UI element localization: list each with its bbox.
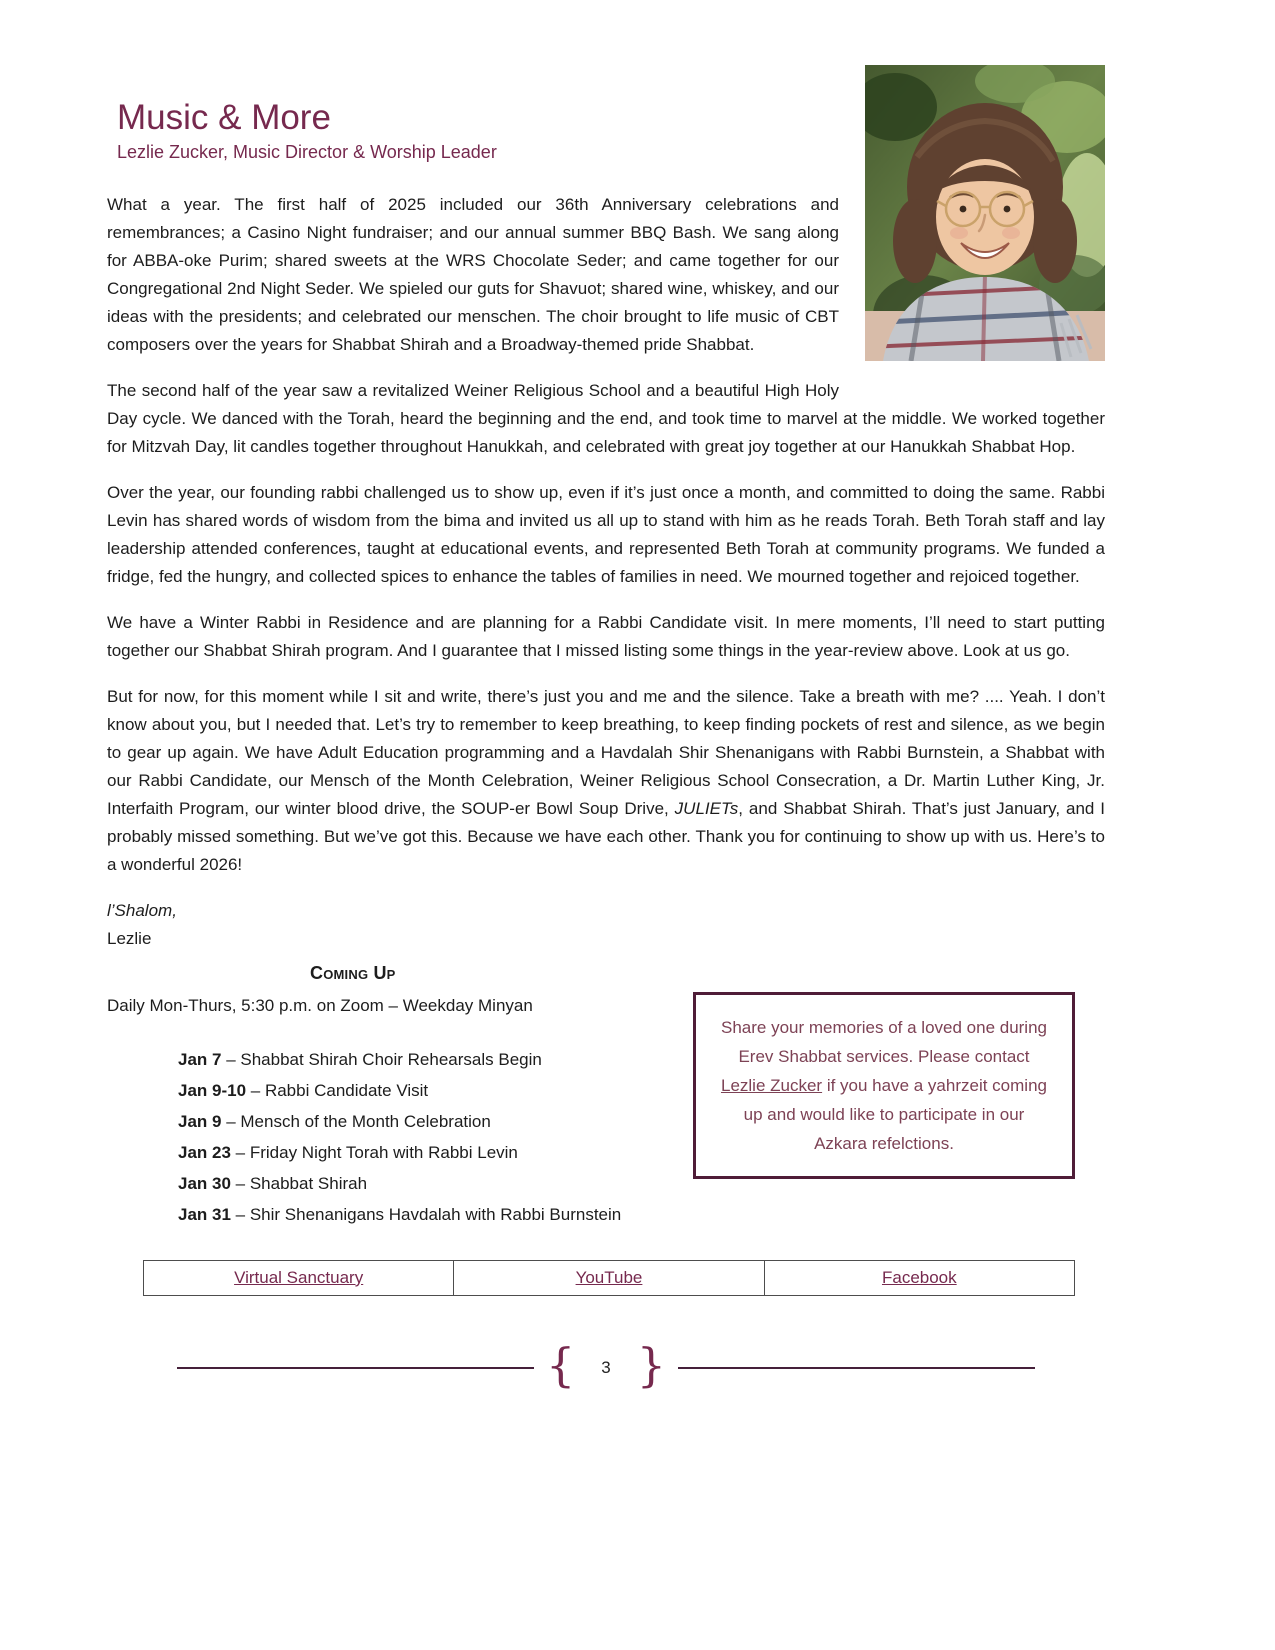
youtube-link[interactable]: YouTube: [575, 1267, 643, 1287]
paragraph-5-text-end: , and Shabbat Shirah. That’s just January, and I probably missed something. But we’ve got this. Because we have each other. Thank you for continuing to show up with us. Here’s to a wonderful 2026!: [107, 798, 1106, 874]
schedule-list: [178, 1044, 621, 1230]
schedule-item: [178, 1168, 621, 1199]
schedule-item: [178, 1137, 621, 1168]
yahrzeit-callout: [693, 992, 1075, 1179]
paragraph-5-text: But for now, for this moment while I sit and write, there’s just you and me and the silence. Take a breath with me? .... Yeah. I don’t know about you, but I needed that. Let’s try to remember to keep breathing, to keep finding pockets of rest and silence, as we begin to gear up again. We have Adult Education programming and a Havdalah Shir Shenanigans with Rabbi Burnstein, a Shabbat with our Rabbi Candidate, our Mensch of the Month Celebration, Weiner Religious School Consecration, a Dr. Martin Luther King, Jr. Interfaith Program, our winter blood drive, the SOUP-er Bowl Soup Drive,: [107, 686, 1105, 818]
callout-text-end: if you have a yahrzeit coming up and would like to participate in our Azkara refelctions.: [743, 1075, 1047, 1153]
author-photo-illustration: [865, 65, 1105, 361]
callout-text: Share your memories of a loved one during Erev Shabbat services. Please contact: [720, 1017, 1047, 1066]
schedule-item-text: – Shir Shenanigans Havdalah with Rabbi Burnstein: [230, 1204, 622, 1224]
footer-rule-left: [177, 1367, 534, 1369]
links-bar-cell: [453, 1261, 763, 1295]
coming-up-heading: Coming Up: [310, 962, 396, 983]
coming-up-left-column: [107, 992, 621, 1230]
author-photo: [865, 65, 1105, 361]
facebook-link[interactable]: Facebook: [881, 1267, 957, 1287]
schedule-item-text: – Rabbi Candidate Visit: [246, 1080, 429, 1100]
paragraph-2: The second half of the year saw a revitalized Weiner Religious School and a beautiful High Holy Day cycle. We danced with the Torah, heard the beginning and the end, and took time to marvel at the middle. We worked together for Mitzvah Day, lit candles together throughout Hanukkah, and celebrated with great joy together at our Hanukkah Shabbat Hop.: [107, 380, 1105, 456]
schedule-item-text: – Shabbat Shirah Choir Rehearsals Begin: [221, 1049, 542, 1069]
schedule-item-date: Jan 7: [178, 1049, 222, 1069]
schedule-item: [178, 1044, 621, 1075]
paragraph-1: What a year. The first half of 2025 included our 36th Anniversary celebrations and remembrances; a Casino Night fundraiser; and our annual summer BBQ Bash. We sang along for ABBA-oke Purim; shared sweets at the WRS Chocolate Seder; and came together for our Congregational 2nd Night Seder. We spieled our guts for Shavuot; shared wine, whiskey, and our ideas with the presidents; and celebrated our menschen. The choir brought to life music of CBT composers over the years for Shabbat Shirah and a Broadway-themed pride Shabbat.: [107, 194, 839, 354]
links-bar-cell: [764, 1261, 1074, 1295]
signoff-name: Lezlie: [107, 928, 152, 948]
footer-rule-right: [678, 1367, 1035, 1369]
page-title: Music & More: [117, 98, 331, 137]
schedule-item: [178, 1106, 621, 1137]
schedule-item-text: – Shabbat Shirah: [230, 1173, 368, 1193]
schedule-item-text: – Friday Night Torah with Rabbi Levin: [230, 1142, 518, 1162]
paragraph-3: Over the year, our founding rabbi challenged us to show up, even if it’s just once a month, and committed to doing the same. Rabbi Levin has shared words of wisdom from the bima and invited us all up to stand with him as he reads Torah. Beth Torah staff and lay leadership attended conferences, taught at educational events, and represented Beth Torah at community programs. We funded a fridge, fed the hungry, and collected spices to enhance the tables of families in need. We mourned together and rejoiced together.: [107, 482, 1105, 586]
page-footer: [177, 1337, 1035, 1394]
links-bar-cell: [144, 1261, 453, 1295]
schedule-item: [178, 1199, 621, 1230]
weekday-minyan-line: Daily Mon-Thurs, 5:30 p.m. on Zoom – Weekday Minyan: [107, 995, 533, 1015]
schedule-item-date: Jan 9: [178, 1111, 222, 1131]
page-subtitle: Lezlie Zucker, Music Director & Worship Leader: [117, 141, 497, 162]
schedule-item-date: Jan 23: [178, 1142, 231, 1162]
schedule-item: [178, 1075, 621, 1106]
links-bar: [143, 1260, 1075, 1296]
lezlie-zucker-link[interactable]: Lezlie Zucker: [720, 1075, 823, 1095]
paragraph-4: We have a Winter Rabbi in Residence and are planning for a Rabbi Candidate visit. In mere moments, I’ll need to start putting together our Shabbat Shirah program. And I guarantee that I missed listing some things in the year-review above. Look at us go.: [107, 612, 1105, 660]
page-number: 3: [601, 1357, 611, 1377]
paragraph-5: [107, 683, 1105, 879]
paragraph-5-italic: JULIETs: [674, 798, 739, 818]
schedule-item-date: Jan 31: [178, 1204, 231, 1224]
signoff-salutation: l’Shalom,: [107, 900, 177, 920]
footer-brace-left: {: [545, 1337, 576, 1392]
schedule-item-text: – Mensch of the Month Celebration: [221, 1111, 491, 1131]
schedule-item-date: Jan 9-10: [178, 1080, 247, 1100]
footer-brace-right: }: [636, 1337, 667, 1392]
virtual-sanctuary-link[interactable]: Virtual Sanctuary: [234, 1267, 364, 1287]
coming-up-section: [107, 992, 1105, 1230]
schedule-item-date: Jan 30: [178, 1173, 231, 1193]
signoff: [107, 897, 1105, 953]
